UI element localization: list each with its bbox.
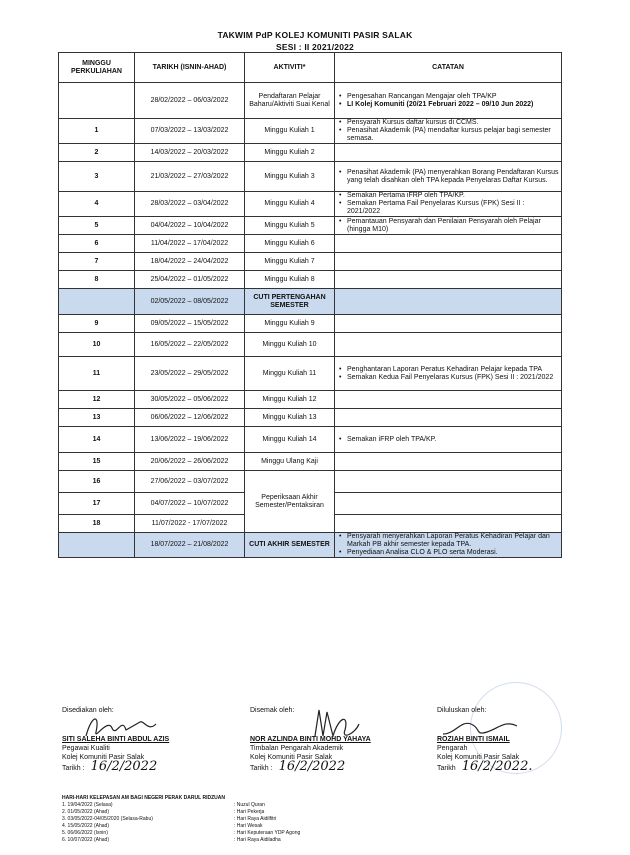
notes-cell (335, 357, 562, 391)
header-date: TARIKH (ISNIN-AHAD) (135, 53, 245, 83)
date-cell: 16/05/2022 – 22/05/2022 (135, 333, 245, 357)
holiday-item (62, 802, 300, 809)
notes-cell (335, 471, 562, 493)
activity-cell: CUTI AKHIR SEMESTER (245, 533, 335, 558)
table-row (59, 271, 562, 289)
note-item: • LI Kolej Komuniti (20/21 Februari 2022 – 09/10 Jun 2022) (347, 101, 559, 109)
week-cell: 8 (59, 271, 135, 289)
signature-block-reviewed (250, 706, 371, 773)
week-cell: 13 (59, 409, 135, 427)
signatory-name: NOR AZLINDA BINTI MOHD YAHAYA (250, 736, 371, 743)
holiday-date: 4. 15/05/2022 (Ahad) (62, 823, 109, 829)
table-row (59, 533, 562, 558)
date-cell: 07/03/2022 – 13/03/2022 (135, 119, 245, 144)
activity-cell: Minggu Kuliah 2 (245, 144, 335, 162)
holiday-item (62, 809, 300, 816)
holidays-heading: HARI-HARI KELEPASAN AM BAGI NEGERI PERAK DARUL RIDZUAN (62, 795, 225, 801)
notes-cell (335, 453, 562, 471)
notes-cell (335, 253, 562, 271)
holiday-item (62, 830, 300, 837)
activity-cell: Pendaftaran Pelajar Baharu/Aktiviti Suai Kenal (245, 83, 335, 119)
notes-cell (335, 83, 562, 119)
date-cell: 13/06/2022 – 19/06/2022 (135, 427, 245, 453)
table-row (59, 162, 562, 192)
activity-cell: Minggu Kuliah 8 (245, 271, 335, 289)
date-cell: 25/04/2022 – 01/05/2022 (135, 271, 245, 289)
note-item: • Semakan iFRP oleh TPA/KP. (347, 436, 559, 444)
notes-cell (335, 315, 562, 333)
holiday-date: 3. 03/05/2022-04/05/2020 (Selasa-Rabu) (62, 816, 153, 822)
notes-cell (335, 119, 562, 144)
signature-label: Disemak oleh: (250, 707, 295, 714)
signature-scribble-icon (305, 706, 365, 742)
signature-date: Tarikh : 16/2/2022 (62, 759, 158, 774)
holiday-name: : Hari Pekerja (234, 809, 265, 815)
table-row (59, 119, 562, 144)
signature-label: Disediakan oleh: (62, 707, 114, 714)
week-cell: 9 (59, 315, 135, 333)
signatory-name: ROZIAH BINTI ISMAIL (437, 736, 510, 743)
notes-cell (335, 289, 562, 315)
date-cell: 04/04/2022 – 10/04/2022 (135, 217, 245, 235)
holiday-item (62, 823, 300, 830)
public-holidays-list (62, 795, 300, 844)
week-cell: 12 (59, 391, 135, 409)
week-cell (59, 533, 135, 558)
date-cell: 14/03/2022 – 20/03/2022 (135, 144, 245, 162)
holiday-name: : Hari Raya Aidilfitri (234, 816, 277, 822)
signature-label: Diluluskan oleh: (437, 707, 487, 714)
signatory-name: SITI SALEHA BINTI ABDUL AZIS (62, 736, 170, 743)
activity-cell: Minggu Kuliah 1 (245, 119, 335, 144)
week-cell: 5 (59, 217, 135, 235)
date-cell: 18/04/2022 – 24/04/2022 (135, 253, 245, 271)
date-cell: 23/05/2022 – 29/05/2022 (135, 357, 245, 391)
week-cell: 7 (59, 253, 135, 271)
week-cell: 14 (59, 427, 135, 453)
activity-cell: CUTI PERTENGAHAN SEMESTER (245, 289, 335, 315)
week-cell: 1 (59, 119, 135, 144)
week-cell: 17 (59, 493, 135, 515)
signatory-org: Kolej Komuniti Pasir Salak (437, 754, 520, 761)
activity-cell: Minggu Kuliah 14 (245, 427, 335, 453)
document-title: TAKWIM PdP KOLEJ KOMUNITI PASIR SALAK (217, 30, 413, 40)
activity-cell: Peperiksaan Akhir Semester/Pentaksiran (245, 471, 335, 533)
notes-cell (335, 192, 562, 217)
holiday-date: 2. 01/05/2022 (Ahad) (62, 809, 109, 815)
date-cell: 27/06/2022 – 03/07/2022 (135, 471, 245, 493)
table-row (59, 253, 562, 271)
date-cell: 06/06/2022 – 12/06/2022 (135, 409, 245, 427)
week-cell: 16 (59, 471, 135, 493)
notes-cell (335, 333, 562, 357)
session-label: SESI : II 2021/2022 (276, 42, 354, 52)
signatory-role: Pengarah (437, 745, 468, 752)
activity-cell: Minggu Kuliah 6 (245, 235, 335, 253)
table-row (59, 453, 562, 471)
notes-cell (335, 427, 562, 453)
signatory-org: Kolej Komuniti Pasir Salak (250, 754, 333, 761)
signatory-role: Pegawai Kualiti (62, 745, 110, 752)
holiday-date: 5. 06/06/2022 (Isnin) (62, 830, 108, 836)
notes-cell (335, 144, 562, 162)
notes-cell (335, 217, 562, 235)
calendar-table (58, 52, 562, 558)
table-row (59, 192, 562, 217)
activity-cell: Minggu Kuliah 9 (245, 315, 335, 333)
table-row (59, 83, 562, 119)
signature-block-prepared (62, 706, 169, 773)
note-item: • Pengesahan Rancangan Mengajar oleh TPA/KP (347, 93, 559, 101)
notes-cell (335, 533, 562, 558)
table-row (59, 289, 562, 315)
note-item: • Pensyarah Kursus daftar kursus di CCMS. (347, 119, 559, 127)
table-row (59, 144, 562, 162)
activity-cell: Minggu Kuliah 4 (245, 192, 335, 217)
activity-cell: Minggu Kuliah 10 (245, 333, 335, 357)
note-item: • Penasihat Akademik (PA) menyerahkan Borang Pendaftaran Kursus yang telah disahkan oleh TPA kepada Penyelaras Daftar Kursus. (347, 169, 559, 185)
date-cell: 28/02/2022 – 06/03/2022 (135, 83, 245, 119)
signatory-org: Kolej Komuniti Pasir Salak (62, 754, 145, 761)
note-item: • Penasihat Akademik (PA) mendaftar kursus pelajar bagi semester semasa. (347, 127, 559, 143)
date-cell: 30/05/2022 – 05/06/2022 (135, 391, 245, 409)
holiday-name: : Hari Raya Aidiladha (234, 837, 281, 843)
week-cell (59, 83, 135, 119)
date-cell: 02/05/2022 – 08/05/2022 (135, 289, 245, 315)
date-cell: 04/07/2022 – 10/07/2022 (135, 493, 245, 515)
note-item: • Pensyarah menyerahkan Laporan Peratus Kehadiran Pelajar dan Markah PB akhir semester kepada TPA. (347, 533, 559, 549)
notes-cell (335, 235, 562, 253)
table-row (59, 217, 562, 235)
week-cell: 11 (59, 357, 135, 391)
note-item: • Penghantaran Laporan Peratus Kehadiran Pelajar kepada TPA (347, 366, 559, 374)
note-item: • Semakan Kedua Fail Penyelaras Kursus (FPK) Sesi II : 2021/2022 (347, 374, 559, 382)
holiday-item (62, 816, 300, 823)
holiday-name: : Hari Wesak (234, 823, 263, 829)
date-cell: 28/03/2022 – 03/04/2022 (135, 192, 245, 217)
date-cell: 09/05/2022 – 15/05/2022 (135, 315, 245, 333)
activity-cell: Minggu Kuliah 12 (245, 391, 335, 409)
signature-date: Tarikh 16/2/2022. (437, 759, 533, 774)
note-item: • Semakan Pertama iFRP oleh TPA/KP. (347, 192, 559, 200)
week-cell: 15 (59, 453, 135, 471)
note-item: • Penyediaan Analisa CLO & PLO serta Moderasi. (347, 549, 559, 557)
week-cell: 4 (59, 192, 135, 217)
date-cell: 11/04/2022 – 17/04/2022 (135, 235, 245, 253)
holiday-name: : Hari Keputeraan YDP Agong (234, 830, 301, 836)
header-activity: AKTIVITI* (245, 53, 335, 83)
header-notes: CATATAN (335, 53, 562, 83)
activity-cell: Minggu Kuliah 13 (245, 409, 335, 427)
holiday-item (62, 837, 300, 844)
activity-cell: Minggu Ulang Kaji (245, 453, 335, 471)
signatory-role: Timbalan Pengarah Akademik (250, 745, 344, 752)
week-cell: 2 (59, 144, 135, 162)
note-item: • Semakan Pertama Fail Penyelaras Kursus (FPK) Sesi II : 2021/2022 (347, 200, 559, 216)
signature-scribble-icon (441, 710, 521, 740)
table-row (59, 235, 562, 253)
activity-cell: Minggu Kuliah 5 (245, 217, 335, 235)
activity-cell: Minggu Kuliah 11 (245, 357, 335, 391)
notes-cell (335, 515, 562, 533)
holiday-name: : Nuzul Quran (234, 802, 265, 808)
table-row (59, 409, 562, 427)
holiday-date: 1. 19/04/2022 (Selasa) (62, 802, 113, 808)
week-cell: 18 (59, 515, 135, 533)
signature-block-approved (437, 706, 532, 773)
notes-cell (335, 271, 562, 289)
week-cell: 10 (59, 333, 135, 357)
table-row (59, 427, 562, 453)
header-week: MINGGU PERKULIAHAN (59, 53, 135, 83)
date-cell: 11/07/2022 - 17/07/2022 (135, 515, 245, 533)
table-row (59, 471, 562, 493)
week-cell (59, 289, 135, 315)
holiday-date: 6. 10/07/2022 (Ahad) (62, 837, 109, 843)
table-row (59, 357, 562, 391)
table-row (59, 391, 562, 409)
date-cell: 21/03/2022 – 27/03/2022 (135, 162, 245, 192)
date-cell: 18/07/2022 – 21/08/2022 (135, 533, 245, 558)
table-row (59, 315, 562, 333)
activity-cell: Minggu Kuliah 3 (245, 162, 335, 192)
note-item: • Pemantauan Pensyarah dan Penilaian Pensyarah oleh Pelajar (hingga M10) (347, 218, 559, 234)
signature-scribble-icon (82, 710, 162, 742)
notes-cell (335, 493, 562, 515)
notes-cell (335, 391, 562, 409)
notes-cell (335, 162, 562, 192)
week-cell: 6 (59, 235, 135, 253)
notes-cell (335, 409, 562, 427)
date-cell: 20/06/2022 – 26/06/2022 (135, 453, 245, 471)
signature-date: Tarikh : 16/2/2022 (250, 759, 346, 774)
table-row (59, 333, 562, 357)
activity-cell: Minggu Kuliah 7 (245, 253, 335, 271)
week-cell: 3 (59, 162, 135, 192)
